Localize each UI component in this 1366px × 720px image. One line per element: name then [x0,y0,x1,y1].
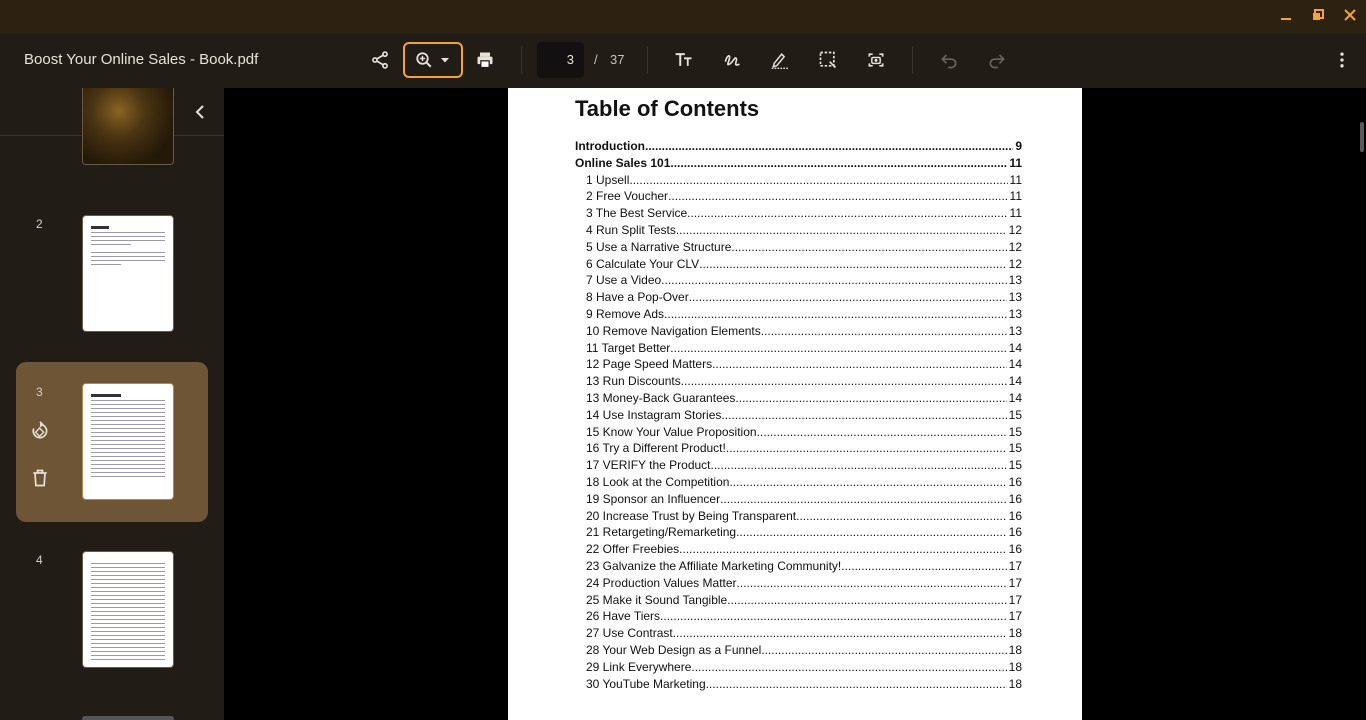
toc-leader-dots [711,458,1007,472]
page-thumbnail-4[interactable] [82,551,174,668]
restore-icon[interactable] [1307,6,1329,28]
page-thumbnail-number: 4 [36,553,43,567]
undo-icon[interactable] [936,47,962,73]
toc-entry-label: 15 Know Your Value Proposition [586,424,757,439]
toc-entry-label: 27 Use Contrast [586,626,673,641]
window-titlebar [0,0,1366,33]
toc-entry-label: 3 The Best Service [586,206,688,221]
scrollbar-thumb[interactable] [1360,122,1364,152]
toc-entry-label: Introduction [575,139,645,153]
toc-title: Table of Contents [575,96,760,121]
toc-entry[interactable] [575,643,1022,660]
toc-entry-label: 2 Free Voucher [586,189,669,204]
draw-tool-icon[interactable] [719,47,745,73]
toc-entry-page: 12 [1008,256,1022,271]
toc-entry-page: 12 [1008,239,1022,254]
toc-entry[interactable] [575,341,1022,358]
toc-leader-dots [761,324,1007,338]
toc-entry-label: 4 Run Split Tests [586,222,676,237]
page-separator: / [594,52,598,67]
toc-entry[interactable] [575,374,1022,391]
close-icon[interactable] [1339,6,1361,28]
toc-entry[interactable] [575,576,1022,593]
toc-entry[interactable] [575,509,1022,526]
toc-entry[interactable] [575,223,1022,240]
toc-leader-dots [676,223,1007,237]
toolbar-divider [912,46,913,74]
toc-entry[interactable] [575,307,1022,324]
toc-entry-label: 13 Run Discounts [586,374,681,389]
toolbar-divider [521,46,522,74]
toc-entry-label: 30 YouTube Marketing [586,676,706,691]
toc-entry-page: 17 [1008,609,1022,624]
toc-entry-label: 24 Production Values Matter [586,575,737,590]
toc-entry[interactable] [575,139,1022,156]
page-thumbnail-number: 3 [36,385,43,399]
toc-entry[interactable] [575,492,1022,509]
toc-leader-dots [660,609,1007,623]
toc-leader-dots [737,576,1007,590]
zoom-button[interactable] [403,42,463,78]
toc-entry-label: 19 Sponsor an Influencer [586,491,721,506]
page-number-input[interactable]: 3 [537,42,584,78]
toc-entry-page: 18 [1008,659,1022,674]
toc-entry-label: 9 Remove Ads [586,306,665,321]
toc-entry[interactable] [575,626,1022,643]
rotate-icon[interactable] [30,421,50,441]
toc-entry-label: 18 Look at the Competition [586,474,730,489]
toc-leader-dots [670,341,1006,355]
toc-entry[interactable] [575,257,1022,274]
toc-entry-label: 12 Page Speed Matters [586,357,713,372]
toc-entry-page: 17 [1008,558,1022,573]
toc-entry[interactable] [575,206,1022,223]
toc-entry[interactable] [575,290,1022,307]
print-icon[interactable] [472,47,498,73]
toc-entry-page: 15 [1008,458,1022,473]
toc-entry-page: 18 [1008,626,1022,641]
toc-leader-dots [661,273,1006,287]
pdf-page [508,88,1082,720]
toc-leader-dots [668,189,1007,203]
toc-entry[interactable] [575,542,1022,559]
toc-entry-page: 16 [1008,491,1022,506]
toc-entry[interactable] [575,189,1022,206]
document-viewer [224,88,1366,720]
toc-entry-page: 16 [1008,525,1022,540]
toc-leader-dots [720,492,1007,506]
toc-leader-dots [736,525,1007,539]
toc-entry-label: 10 Remove Navigation Elements [586,323,761,338]
toc-entry-label: 29 Link Everywhere [586,659,692,674]
toc-entry-label: 20 Increase Trust by Being Transparent [586,508,797,523]
toc-entry[interactable] [575,660,1022,677]
toc-entry-page: 15 [1008,424,1022,439]
toc-entry-page: 16 [1008,542,1022,557]
toc-leader-dots [727,593,1006,607]
chevron-down-icon [439,54,451,66]
toc-entry-page: 11 [1009,155,1022,170]
toc-entry[interactable] [575,324,1022,341]
toc-entry[interactable] [575,525,1022,542]
toc-leader-dots [691,660,1006,674]
toc-entry-label: Online Sales 101 [575,155,671,170]
toc-entry-page: 11 [1009,206,1022,221]
toc-entry[interactable] [575,425,1022,442]
toc-entry-page: 18 [1008,642,1022,657]
toc-entry[interactable] [575,240,1022,257]
toc-entry[interactable] [575,357,1022,374]
toc-leader-dots [699,257,1006,271]
toc-entry[interactable] [575,609,1022,626]
more-options-icon[interactable] [1329,47,1355,73]
toc-entry[interactable] [575,441,1022,458]
signature-icon[interactable] [767,47,793,73]
toc-entry[interactable] [575,458,1022,475]
text-tool-icon[interactable] [671,47,697,73]
toc-leader-dots [664,307,1007,321]
toc-entry-page: 14 [1008,390,1022,405]
toc-entry[interactable] [575,475,1022,492]
toc-leader-dots [673,626,1007,640]
toc-entry-page: 15 [1008,407,1022,422]
toc-leader-dots [712,357,1007,371]
toc-entry-label: 6 Calculate Your CLV [586,256,700,271]
toc-entry[interactable] [575,408,1022,425]
toc-leader-dots [721,408,1006,422]
toc-leader-dots [629,173,1007,187]
toc-entry-page: 17 [1008,592,1022,607]
toc-entry-label: 21 Retargeting/Remarketing [586,525,737,540]
toc-entry-label: 8 Have a Pop-Over [586,290,689,305]
redo-icon[interactable] [984,47,1010,73]
toc-leader-dots [670,156,1007,170]
toc-leader-dots [689,290,1007,304]
toc-leader-dots [841,559,1006,573]
minimize-icon[interactable] [1275,6,1297,28]
screenshot-icon[interactable] [863,47,889,73]
toc-leader-dots [757,425,1007,439]
toc-entry-page: 14 [1008,340,1022,355]
toc-entry-page: 16 [1008,474,1022,489]
page-thumbnail-1[interactable] [82,88,174,165]
toc-entry-label: 5 Use a Narrative Structure [586,239,732,254]
toc-entry-label: 25 Make it Sound Tangible [586,592,728,607]
toc-entry-label: 17 VERIFY the Product [586,458,711,473]
toc-leader-dots [687,206,1007,220]
toc-entry-page: 17 [1008,575,1022,590]
delete-icon[interactable] [30,468,50,488]
toc-entry[interactable] [575,173,1022,190]
collapse-sidebar-icon[interactable] [190,102,210,122]
page-thumbnail-5[interactable] [82,716,174,720]
page-thumbnail-number: 2 [36,217,43,231]
document-title: Boost Your Online Sales - Book.pdf [24,51,259,68]
toc-entry-page: 11 [1009,189,1022,204]
toc-leader-dots [645,139,1013,153]
page-thumbnail-3[interactable] [82,383,174,500]
toc-entry-page: 18 [1008,676,1022,691]
toc-leader-dots [731,240,1006,254]
toc-leader-dots [796,509,1007,523]
toc-entry-page: 11 [1009,172,1022,187]
zoom-in-icon [415,51,433,69]
toc-entry[interactable] [575,593,1022,610]
toc-entry-label: 13 Money-Back Guarantees [586,390,736,405]
toc-entry[interactable] [575,273,1022,290]
toc-entry-label: 14 Use Instagram Stories [586,407,722,422]
thumbnail-sidebar [0,88,224,720]
toc-leader-dots [679,542,1006,556]
toc-entry-label: 28 Your Web Design as a Funnel [586,642,762,657]
toc-entry-label: 22 Offer Freebies [586,542,680,557]
toc-entry-page: 13 [1008,306,1022,321]
toc-entry[interactable] [575,559,1022,576]
toc-entry-label: 11 Target Better [586,340,671,355]
toolbar-divider [647,46,648,74]
toc-entry-page: 13 [1008,290,1022,305]
toc-entry-label: 1 Upsell [586,172,630,187]
toc-entry-page: 12 [1008,222,1022,237]
toc-entry-label: 7 Use a Video [586,273,662,288]
page-thumbnail-2[interactable] [82,215,174,332]
toc-entry-page: 13 [1008,273,1022,288]
toc-leader-dots [735,391,1006,405]
toc-entry-page: 16 [1008,508,1022,523]
toc-leader-dots [706,677,1007,691]
toc-leader-dots [729,475,1006,489]
toc-leader-dots [726,441,1007,455]
toc-list [575,139,1022,693]
select-area-icon[interactable] [815,47,841,73]
toc-entry[interactable] [575,677,1022,694]
toc-entry-page: 13 [1008,323,1022,338]
toc-entry[interactable] [575,391,1022,408]
viewer-toolbar [0,33,1366,88]
toc-entry-label: 26 Have Tiers [586,609,661,624]
toc-leader-dots [681,374,1007,388]
toc-entry-page: 14 [1008,374,1022,389]
toc-entry-page: 9 [1015,139,1022,153]
toc-entry-label: 23 Galvanize the Affiliate Marketing Community! [586,558,842,573]
toc-entry-page: 15 [1008,441,1022,456]
toc-entry-page: 14 [1008,357,1022,372]
share-icon[interactable] [367,47,393,73]
toc-entry-label: 16 Try a Different Product! [586,441,726,456]
toc-entry[interactable] [575,156,1022,173]
toc-leader-dots [761,643,1006,657]
total-pages: 37 [610,52,625,67]
